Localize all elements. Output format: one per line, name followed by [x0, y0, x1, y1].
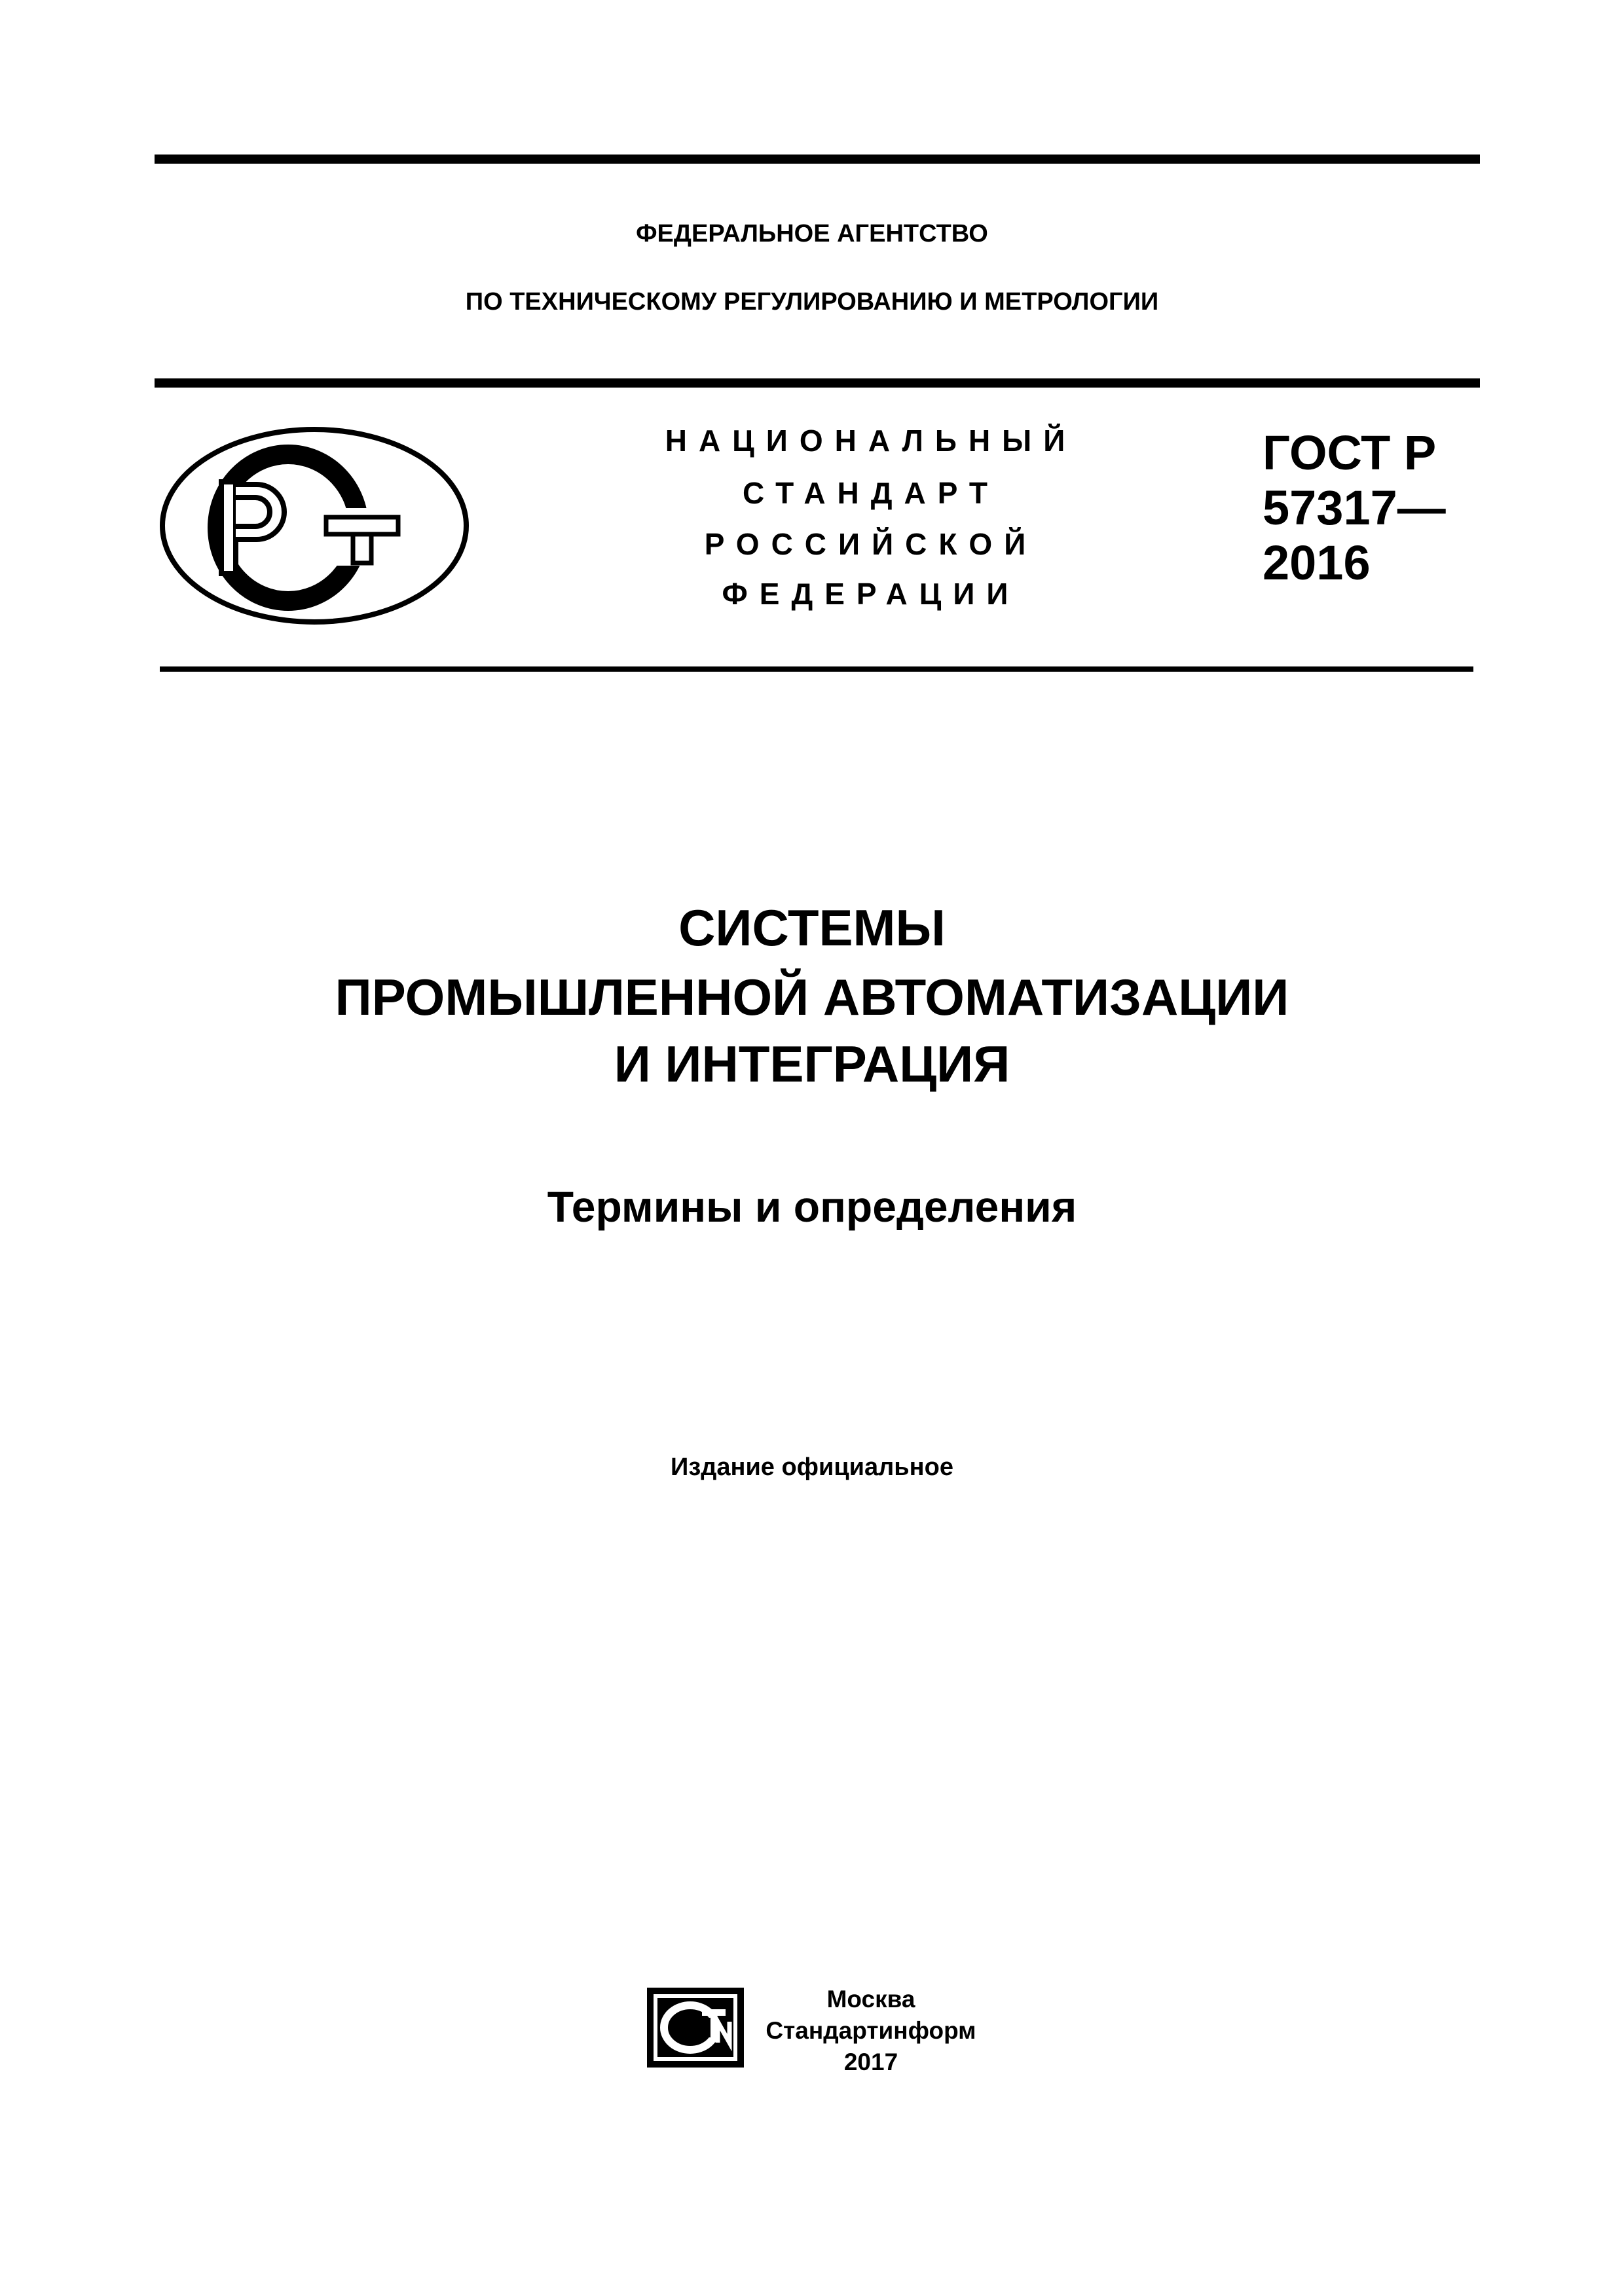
publisher-name: Стандартинформ [766, 2017, 976, 2044]
edition-label: Издание официальное [671, 1453, 953, 1481]
agency-line-2: ПО ТЕХНИЧЕСКОМУ РЕГУЛИРОВАНИЮ И МЕТРОЛОГИИ [465, 288, 1159, 316]
document-title-line: СИСТЕМЫ [678, 899, 946, 957]
national-standard-line: НАЦИОНАЛЬНЫЙ [665, 424, 1077, 458]
national-standard-line: РОССИЙСКОЙ [704, 527, 1038, 561]
document-subtitle: Термины и определения [547, 1182, 1077, 1231]
standard-code [1263, 426, 1446, 591]
agency-line-1: ФЕДЕРАЛЬНОЕ АГЕНТСТВО [636, 220, 988, 247]
document-title-line: И ИНТЕГРАЦИЯ [614, 1035, 1010, 1093]
national-standard-line: ФЕДЕРАЦИИ [722, 577, 1020, 611]
standard-code-line: ГОСТ Р [1263, 426, 1437, 480]
imprint [760, 1984, 982, 2078]
standard-code-line: 2016 [1263, 536, 1371, 590]
standartinform-logo-icon [644, 1985, 747, 2070]
middle-rule [155, 378, 1480, 388]
standard-code-line: 57317— [1263, 481, 1446, 535]
top-rule [155, 155, 1480, 164]
gost-r-certification-mark-icon [157, 424, 471, 627]
bottom-rule [160, 666, 1473, 672]
publication-year: 2017 [843, 2049, 898, 2075]
document-title-line: ПРОМЫШЛЕННОЙ АВТОМАТИЗАЦИИ [335, 968, 1289, 1026]
national-standard-line: СТАНДАРТ [743, 476, 999, 510]
publication-city: Москва [826, 1986, 915, 2013]
